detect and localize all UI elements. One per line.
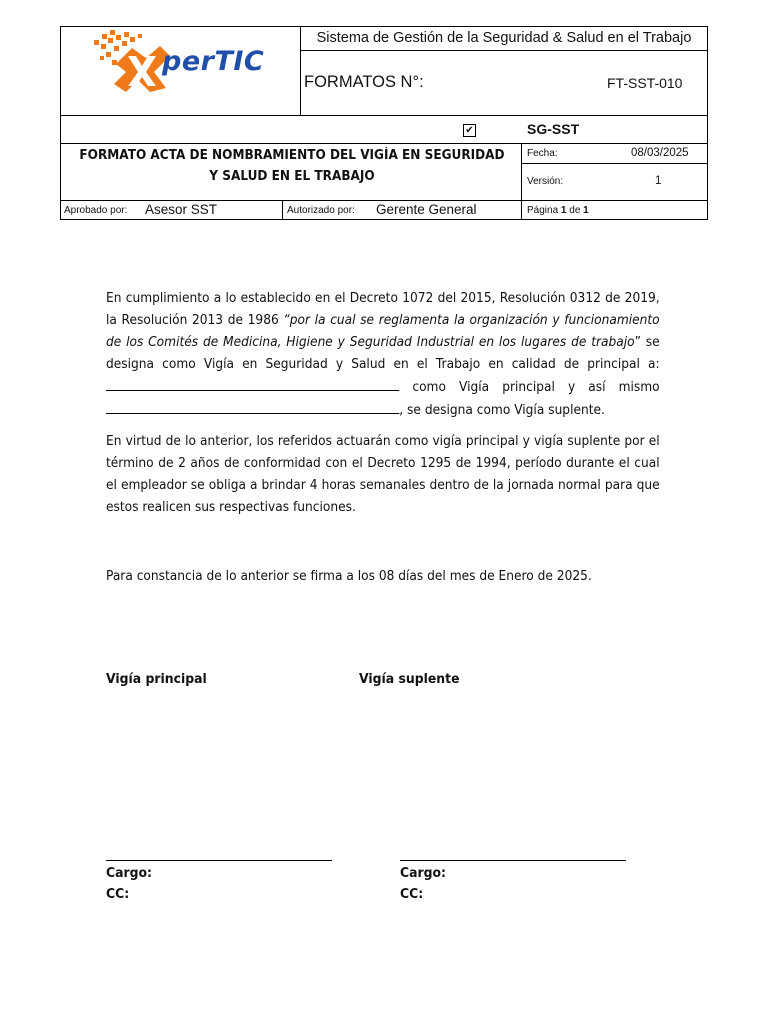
divider	[60, 143, 708, 144]
version-value: 1	[655, 175, 662, 187]
aprobado-label: Aprobado por:	[64, 205, 128, 216]
divider	[60, 200, 708, 201]
divider	[521, 143, 522, 220]
pagina-num: 1	[560, 205, 567, 216]
divider	[521, 163, 708, 164]
blank-suplente	[106, 399, 399, 414]
version-label: Versión:	[527, 176, 564, 187]
p1-text-c: como Vigía principal y así mismo	[399, 380, 660, 395]
format-code: FT-SST-010	[607, 75, 683, 91]
checkbox-checked-icon: ✔	[463, 124, 476, 137]
formatos-label: FORMATOS N°:	[304, 73, 424, 91]
autorizado-label: Autorizado por:	[287, 205, 355, 216]
p1-text-b: ” se designa como Vigía en Seguridad y Salud en el Trabajo en calidad de principal a:	[106, 335, 660, 372]
aprobado-value: Asesor SST	[145, 202, 218, 217]
signature-line-principal	[106, 860, 332, 861]
signature-line-suplente	[400, 860, 626, 861]
principal-heading: Vigía principal	[106, 671, 207, 687]
pagina-total: 1	[583, 205, 589, 216]
pagina-de: de	[566, 205, 584, 216]
divider	[60, 115, 708, 116]
cc-label-suplente: CC:	[400, 886, 424, 902]
p1-text-d: , se designa como Vigía suplente.	[399, 403, 605, 418]
cc-label-principal: CC:	[106, 886, 130, 902]
p1-italic: “por la cual se reglamenta la organización y funcionamiento de los Comités de Medicina, Higiene y Seguridad Industrial en los lugares de trabajo	[106, 313, 660, 350]
sg-sst-label: SG-SST	[527, 121, 580, 137]
paragraph-3: Para constancia de lo anterior se firma a los 08 días del mes de Enero de 2025.	[106, 569, 592, 584]
p1-text-a: En cumplimiento a lo establecido en el Decreto 1072 del 2015, Resolución 0312 de 2019, la Resolución 2013 de 1986	[106, 291, 660, 328]
paragraph-1	[106, 288, 660, 422]
suplente-heading: Vigía suplente	[359, 671, 460, 687]
blank-principal	[106, 376, 399, 391]
system-title: Sistema de Gestión de la Seguridad & Salud en el Trabajo	[316, 30, 692, 46]
autorizado-value: Gerente General	[376, 202, 477, 217]
cargo-label-suplente: Cargo:	[400, 865, 447, 881]
cargo-label-principal: Cargo:	[106, 865, 153, 881]
logo-wordmark: perTIC	[162, 46, 265, 77]
fecha-value: 08/03/2025	[631, 147, 689, 159]
paragraph-2: En virtud de lo anterior, los referidos actuarán como vigía principal y vigía suplente por el término de 2 años de conformidad con el Decreto 1295 de 1994, período durante el cual el empleador se obliga a brindar 4 horas semanales dentro de la jornada normal para que estos realicen sus respectivas funciones.	[106, 434, 660, 515]
pagina-indicator	[527, 205, 589, 216]
pagina-prefix: Página	[527, 205, 561, 216]
divider	[300, 50, 708, 51]
fecha-label: Fecha:	[527, 148, 558, 159]
divider	[282, 200, 283, 220]
form-title: FORMATO ACTA DE NOMBRAMIENTO DEL VIGÍA EN SEGURIDAD Y SALUD EN EL TRABAJO	[79, 148, 505, 184]
